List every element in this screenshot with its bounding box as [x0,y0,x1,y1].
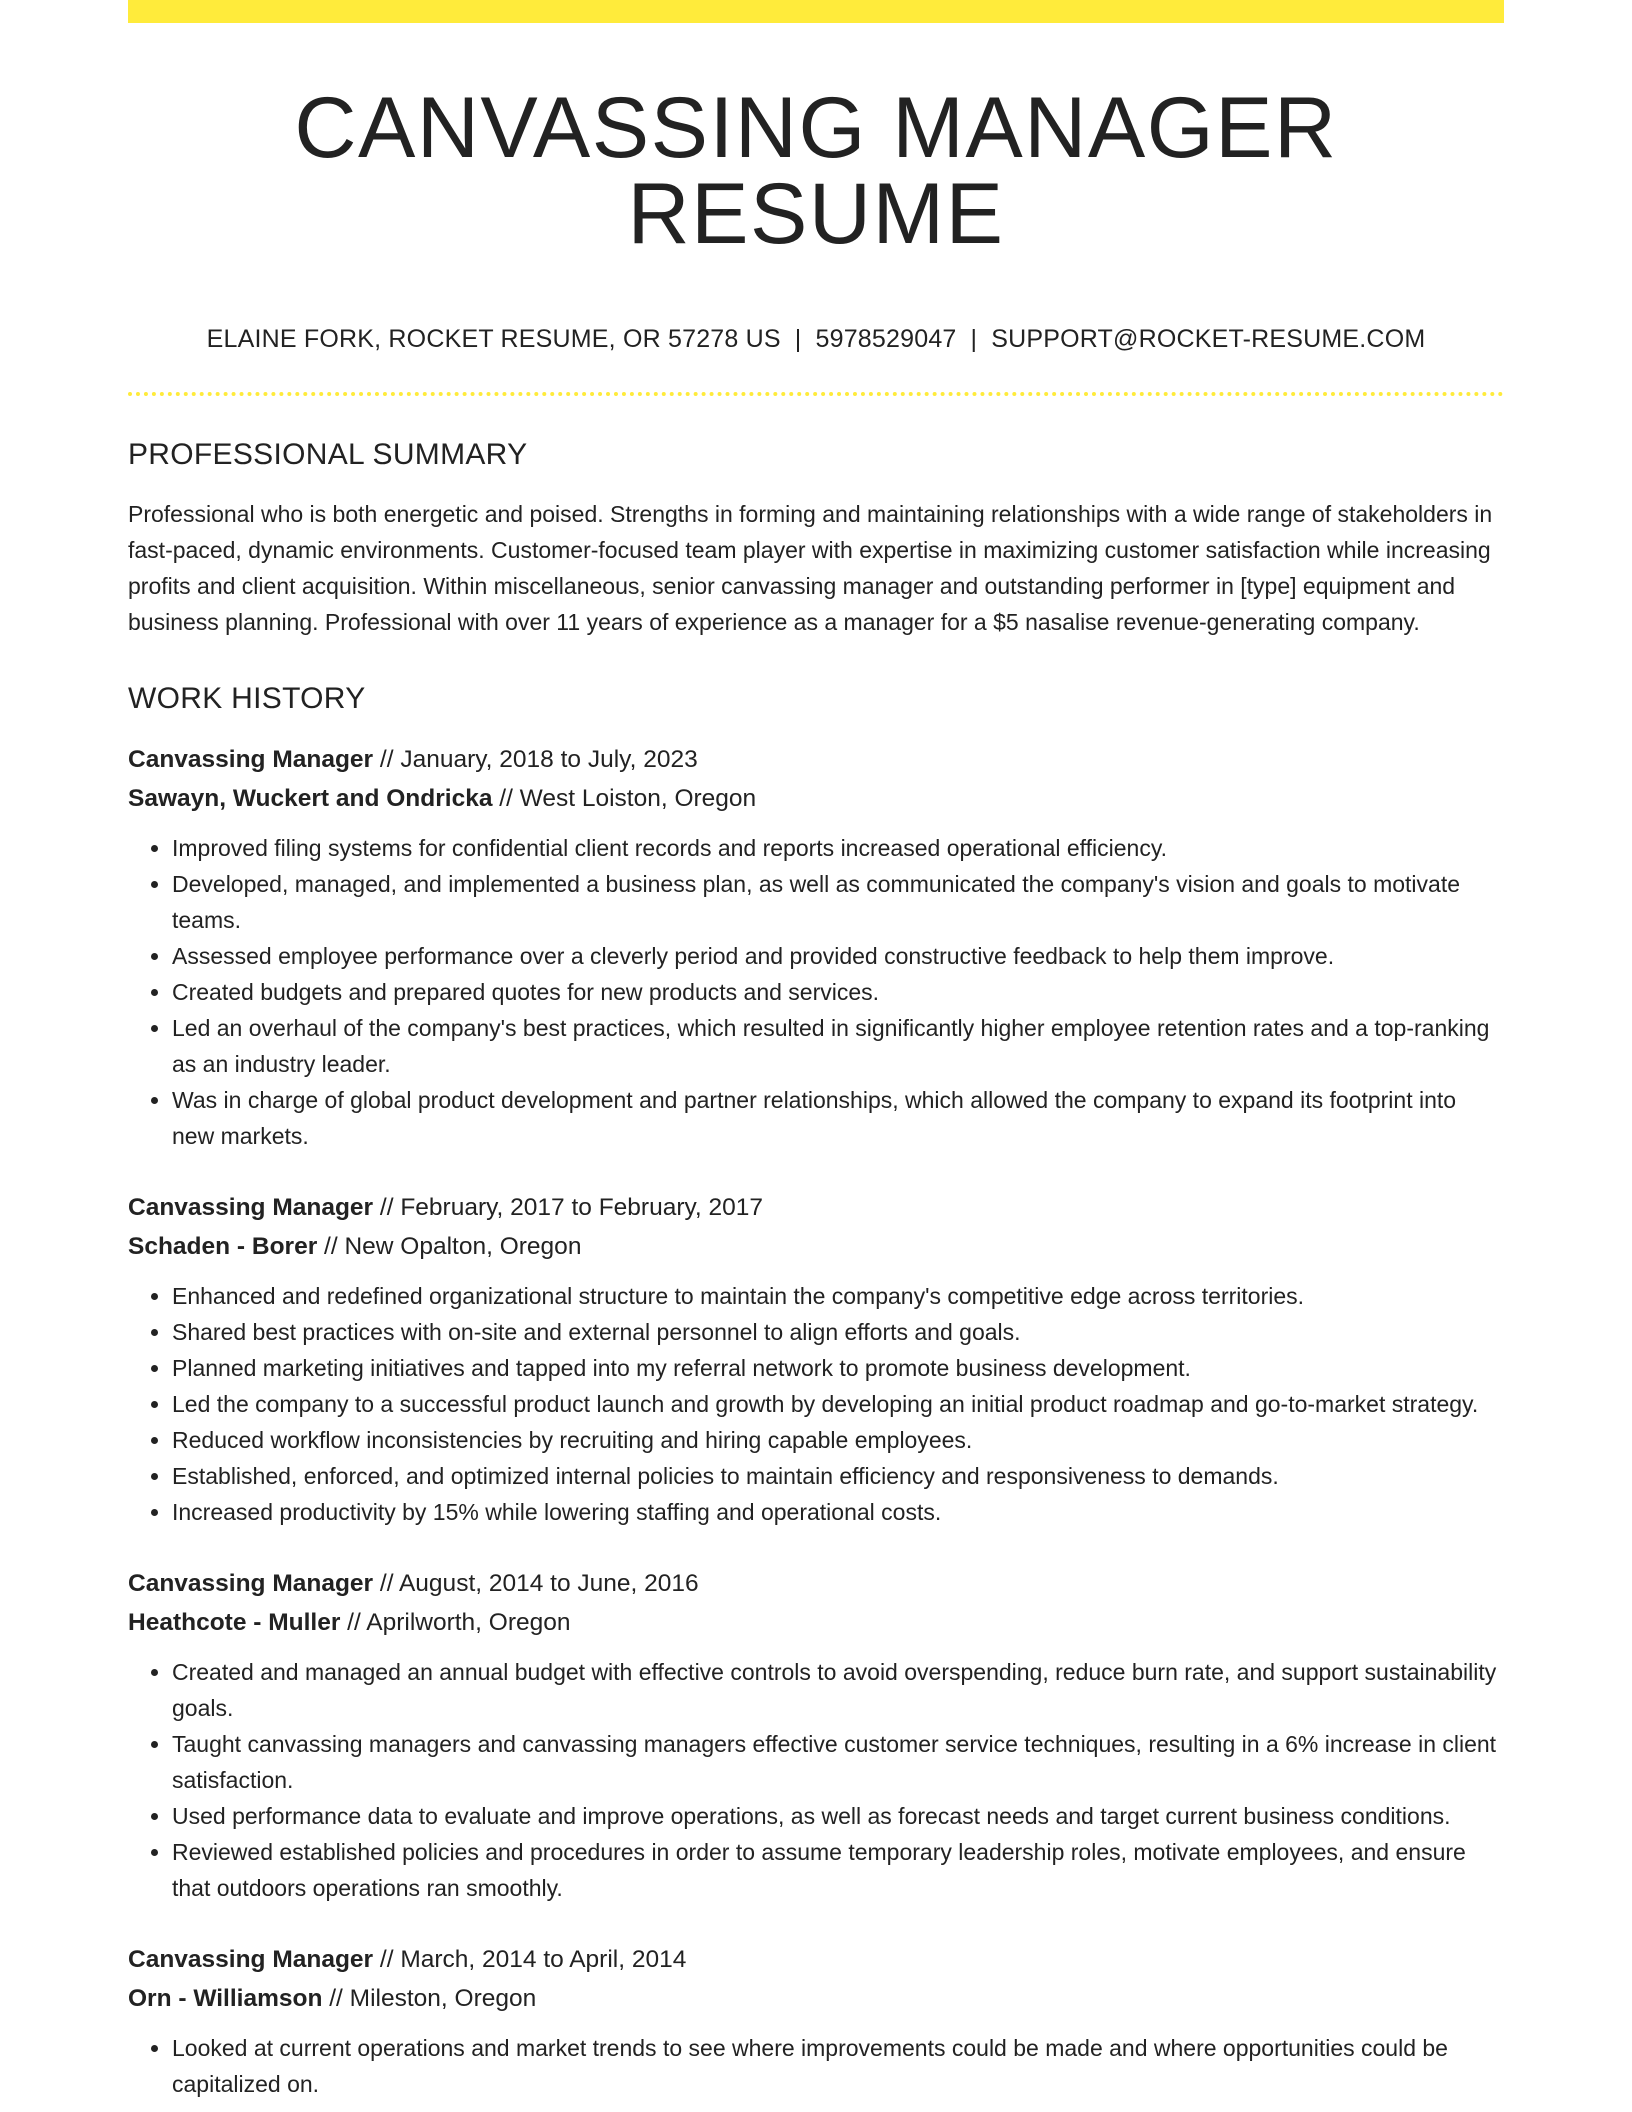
job-title-line [128,1940,1504,1979]
job-bullet: • Improved filing systems for confidential client records and reports increased operational efficiency. [172,830,1504,866]
job-bullet-list [128,830,1504,1154]
job-title-line [128,1188,1504,1227]
job-bullet: • Increased productivity by 15% while lowering staffing and operational costs. [172,1494,1504,1530]
job-bullet: • Created budgets and prepared quotes for new products and services. [172,974,1504,1010]
job-company: Orn - Williamson [128,1985,323,2012]
resume-page [128,0,1504,2102]
job-bullet-list [128,1654,1504,1906]
job-company-line [128,779,1504,818]
job-company: Sawayn, Wuckert and Ondricka [128,785,493,812]
job-bullet: • Led an overhaul of the company's best practices, which resulted in significantly higher employee retention rates and a top-ranking as an industry leader. [172,1010,1504,1082]
accent-top-bar [128,0,1504,23]
job-bullet: • Planned marketing initiatives and tapped into my referral network to promote business development. [172,1350,1504,1386]
job-entry [128,1564,1504,1906]
contact-phone: 5978529047 [815,325,957,353]
job-company: Schaden - Borer [128,1233,318,1260]
job-bullet: • Used performance data to evaluate and improve operations, as well as forecast needs and target current business conditions. [172,1798,1504,1834]
job-title: Canvassing Manager [128,746,374,773]
work-history-list [128,740,1504,2102]
job-company-line [128,1603,1504,1642]
summary-heading: PROFESSIONAL SUMMARY [128,438,528,471]
contact-line [128,327,1504,352]
contact-separator: | [970,325,978,353]
job-title: Canvassing Manager [128,1946,374,1973]
job-dates: // February, 2017 to February, 2017 [373,1194,764,1221]
job-bullet: • Reduced workflow inconsistencies by recruiting and hiring capable employees. [172,1422,1504,1458]
job-entry [128,740,1504,1154]
job-bullet: • Reviewed established policies and procedures in order to assume temporary leadership roles, motivate employees, and ensure that outdoors operations ran smoothly. [172,1834,1504,1906]
job-bullet: • Created and managed an annual budget with effective controls to avoid overspending, reduce burn rate, and support sustainability goals. [172,1654,1504,1726]
summary-text: Professional who is both energetic and poised. Strengths in forming and maintaining relationships with a wide range of stakeholders in fast-paced, dynamic environments. Customer-focused team player with expertise in maximizing customer satisfaction while increasing profits and client acquisition. Within miscellaneous, senior canvassing manager and outstanding performer in [type] equipment and business planning. Professional with over 11 years of experience as a manager for a $5 nasalise revenue-generating company. [128,501,1493,635]
job-bullet: • Established, enforced, and optimized internal policies to maintain efficiency and responsiveness to demands. [172,1458,1504,1494]
job-location: // Mileston, Oregon [322,1985,537,2012]
job-company-line [128,1227,1504,1266]
job-company-line [128,1979,1504,2018]
job-bullet: • Shared best practices with on-site and external personnel to align efforts and goals. [172,1314,1504,1350]
dotted-divider [128,392,1504,396]
job-title: Canvassing Manager [128,1194,374,1221]
contact-address: ELAINE FORK, ROCKET RESUME, OR 57278 US [206,325,781,353]
job-dates: // January, 2018 to July, 2023 [373,746,698,773]
job-bullet: • Led the company to a successful product launch and growth by developing an initial product roadmap and go-to-market strategy. [172,1386,1504,1422]
job-entry [128,1940,1504,2102]
contact-email: SUPPORT@ROCKET-RESUME.COM [991,325,1426,353]
job-title-line [128,1564,1504,1603]
job-bullet-list [128,1278,1504,1530]
job-bullet: • Taught canvassing managers and canvassing managers effective customer service techniques, resulting in a 6% increase in client satisfaction. [172,1726,1504,1798]
job-location: // West Loiston, Oregon [492,785,757,812]
job-location: // Aprilworth, Oregon [340,1609,571,1636]
contact-separator: | [794,325,802,353]
job-title-line [128,740,1504,779]
job-bullet-list [128,2030,1504,2102]
job-entry [128,1188,1504,1530]
job-location: // New Opalton, Oregon [317,1233,582,1260]
resume-title: CANVASSING MANAGER RESUME [294,80,1338,262]
job-bullet: • Assessed employee performance over a cleverly period and provided constructive feedback to help them improve. [172,938,1504,974]
job-company: Heathcote - Muller [128,1609,341,1636]
job-dates: // March, 2014 to April, 2014 [373,1946,687,1973]
job-title: Canvassing Manager [128,1570,374,1597]
job-bullet: • Looked at current operations and market trends to see where improvements could be made and where opportunities could be capitalized on. [172,2030,1504,2102]
job-bullet: • Was in charge of global product development and partner relationships, which allowed the company to expand its footprint into new markets. [172,1082,1504,1154]
job-dates: // August, 2014 to June, 2016 [373,1570,699,1597]
job-bullet: • Developed, managed, and implemented a business plan, as well as communicated the company's vision and goals to motivate teams. [172,866,1504,938]
job-bullet: • Enhanced and redefined organizational structure to maintain the company's competitive edge across territories. [172,1278,1504,1314]
work-history-heading: WORK HISTORY [128,682,366,715]
